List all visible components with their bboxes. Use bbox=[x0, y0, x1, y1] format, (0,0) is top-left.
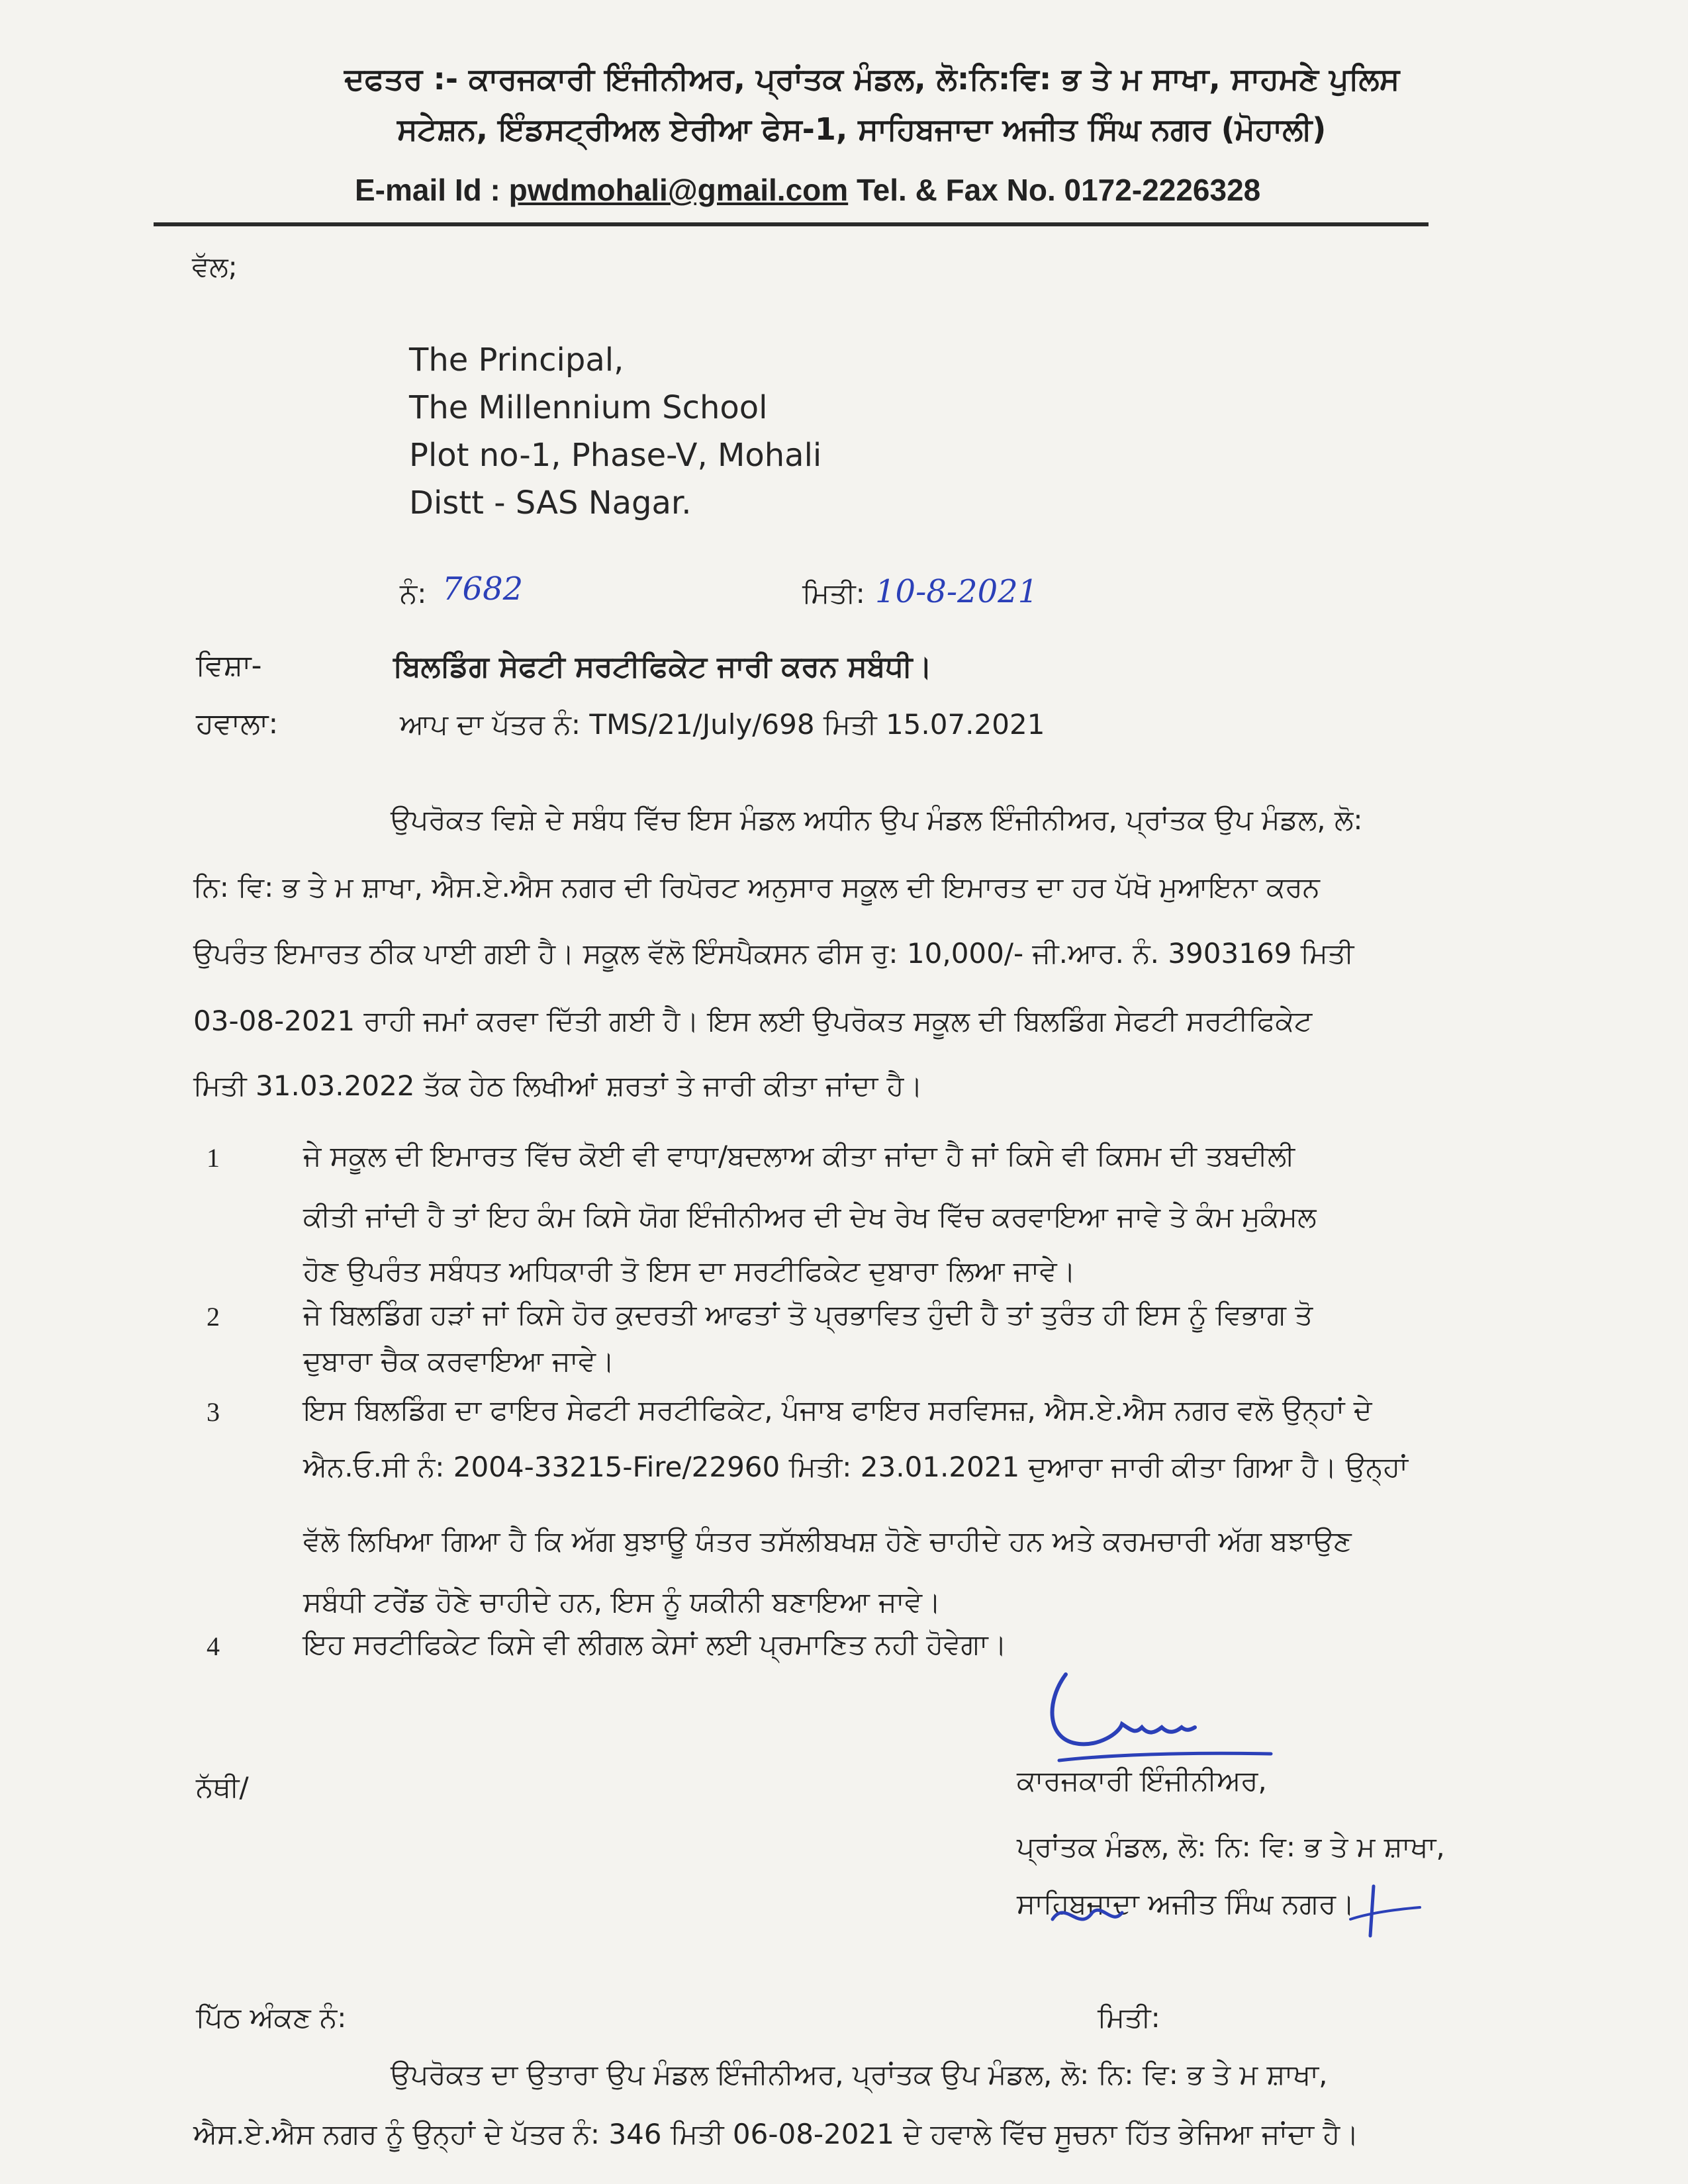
condition-number: 2 bbox=[207, 1302, 220, 1332]
condition-number: 4 bbox=[207, 1631, 220, 1661]
header-divider bbox=[154, 222, 1429, 226]
condition-number: 3 bbox=[207, 1397, 220, 1427]
letterhead-line-2: ਸਟੇਸ਼ਨ, ਇੰਡਸਟ੍ਰੀਅਲ ਏਰੀਆ ਫੇਸ-1, ਸਾਹਿਬਜਾਦਾ ਅਜੀਤ ਸਿੰਘ ਨਗਰ (ਮੋਹਾਲੀ) bbox=[397, 111, 1327, 147]
endorsement-line-1: ਉਪਰੋਕਤ ਦਾ ਉਤਾਰਾ ਉਪ ਮੰਡਲ ਇੰਜੀਨੀਅਰ, ਪ੍ਰਾਂਤਕ ਉਪ ਮੰਡਲ, ਲੋ: ਨਿ: ਵਿ: ਭ ਤੇ ਮ ਸ਼ਾਖਾ, bbox=[391, 2058, 1328, 2091]
endorsement-date-label: ਮਿਤੀ: bbox=[1098, 2001, 1160, 2034]
condition-number: 1 bbox=[207, 1143, 220, 1173]
body-line-4: 03-08-2021 ਰਾਹੀ ਜਮਾਂ ਕਰਵਾ ਦਿੱਤੀ ਗਈ ਹੈ। ਇਸ ਲਈ ਉਪਰੋਕਤ ਸਕੂਲ ਦੀ ਬਿਲਡਿੰਗ ਸੇਫਟੀ ਸਰਟੀਫਿਕੇਟ bbox=[193, 1005, 1313, 1037]
endorsement-no-label: ਪਿੱਠ ਅੰਕਣ ਨੰ: bbox=[196, 2001, 347, 2034]
letterhead-contact bbox=[355, 172, 1260, 208]
ref-date-label: ਮਿਤੀ: bbox=[802, 577, 865, 610]
address-line-2: The Millennium School bbox=[409, 389, 768, 426]
email-label: E-mail Id : bbox=[355, 173, 500, 207]
phone-fax: Tel. & Fax No. 0172-2226328 bbox=[856, 173, 1261, 207]
signatory-location: ਸਾਹਿਬਜਾਦਾ ਅਜੀਤ ਸਿੰਘ ਨਗਰ। bbox=[1017, 1888, 1355, 1920]
body-line-1: ਉਪਰੋਕਤ ਵਿਸ਼ੇ ਦੇ ਸਬੰਧ ਵਿੱਚ ਇਸ ਮੰਡਲ ਅਧੀਨ ਉਪ ਮੰਡਲ ਇੰਜੀਨੀਅਰ, ਪ੍ਰਾਂਤਕ ਉਪ ਮੰਡਲ, ਲੋ: bbox=[391, 803, 1363, 836]
ref-no-value: 7682 bbox=[442, 570, 524, 608]
reference-text: ਆਪ ਦਾ ਪੱਤਰ ਨੰ: TMS/21/July/698 ਮਿਤੀ 15.07.2021 bbox=[400, 708, 1045, 741]
condition-3-line-1: ਇਸ ਬਿਲਡਿੰਗ ਦਾ ਫਾਇਰ ਸੇਫਟੀ ਸਰਟੀਫਿਕੇਟ, ਪੰਜਾਬ ਫਾਇਰ ਸਰਵਿਸਜ਼, ਐਸ.ਏ.ਐਸ ਨਗਰ ਵਲੋ ਉਨ੍ਹਾਂ ਦੇ bbox=[303, 1394, 1372, 1426]
condition-4-line-1: ਇਹ ਸਰਟੀਫਿਕੇਟ ਕਿਸੇ ਵੀ ਲੀਗਲ ਕੇਸਾਂ ਲਈ ਪ੍ਰਮਾਣਿਤ ਨਹੀ ਹੋਵੇਗਾ। bbox=[303, 1628, 1007, 1661]
signature-mark bbox=[1019, 1661, 1297, 1774]
signatory-title: ਕਾਰਜਕਾਰੀ ਇੰਜੀਨੀਅਰ, bbox=[1017, 1764, 1267, 1797]
letterhead-line-1: ਦਫਤਰ :- ਕਾਰਜਕਾਰੀ ਇੰਜੀਨੀਅਰ, ਪ੍ਰਾਂਤਕ ਮੰਡਲ, ਲੋ:ਨਿ:ਵਿ: ਭ ਤੇ ਮ ਸਾਖਾ, ਸਾਹਮਣੇ ਪੁਲਿਸ bbox=[344, 61, 1400, 97]
body-line-2: ਨਿ: ਵਿ: ਭ ਤੇ ਮ ਸ਼ਾਖਾ, ਐਸ.ਏ.ਐਸ ਨਗਰ ਦੀ ਰਿਪੋਰਟ ਅਨੁਸਾਰ ਸਕੂਲ ਦੀ ਇਮਾਰਤ ਦਾ ਹਰ ਪੱਖੋ ਮੁਆਇਨਾ ਕਰਨ bbox=[193, 871, 1320, 903]
address-line-4: Distt - SAS Nagar. bbox=[409, 484, 692, 522]
endorsement-line-2: ਐਸ.ਏ.ਐਸ ਨਗਰ ਨੂੰ ਉਨ੍ਹਾਂ ਦੇ ਪੱਤਰ ਨੰ: 346 ਮਿਤੀ 06-08-2021 ਦੇ ਹਵਾਲੇ ਵਿੱਚ ਸੂਚਨਾ ਹਿੱਤ ਭੇਜਿਆ ਜਾਂਦਾ ਹੈ। bbox=[193, 2118, 1359, 2150]
subject-label: ਵਿਸ਼ਾ- bbox=[196, 649, 262, 682]
body-line-5: ਮਿਤੀ 31.03.2022 ਤੱਕ ਹੇਠ ਲਿਖੀਆਂ ਸ਼ਰਤਾਂ ਤੇ ਜਾਰੀ ਕੀਤਾ ਜਾਂਦਾ ਹੈ। bbox=[193, 1069, 923, 1102]
email-link[interactable]: pwdmohali@gmail.com bbox=[508, 173, 849, 207]
condition-3-line-2: ਐਨ.ਓ.ਸੀ ਨੰ: 2004-33215-Fire/22960 ਮਿਤੀ: 23.01.2021 ਦੁਆਰਾ ਜਾਰੀ ਕੀਤਾ ਗਿਆ ਹੈ। ਉਨ੍ਹਾਂ bbox=[303, 1451, 1409, 1483]
ref-no-label: ਨੰ: bbox=[400, 577, 427, 610]
subject-text: ਬਿਲਡਿੰਗ ਸੇਫਟੀ ਸਰਟੀਫਿਕੇਟ ਜਾਰੀ ਕਰਨ ਸਬੰਧੀ। bbox=[393, 650, 932, 684]
address-line-1: The Principal, bbox=[409, 341, 624, 379]
address-line-3: Plot no-1, Phase-V, Mohali bbox=[409, 437, 822, 474]
condition-2-line-2: ਦੁਬਾਰਾ ਚੈਕ ਕਰਵਾਇਆ ਜਾਵੇ। bbox=[303, 1345, 615, 1377]
condition-3-line-4: ਸਬੰਧੀ ਟਰੇਂਡ ਹੋਣੇ ਚਾਹੀਦੇ ਹਨ, ਇਸ ਨੂੰ ਯਕੀਨੀ ਬਣਾਇਆ ਜਾਵੇ। bbox=[303, 1586, 941, 1618]
condition-1-line-3: ਹੋਣ ਉਪਰੰਤ ਸਬੰਧਤ ਅਧਿਕਾਰੀ ਤੋ ਇਸ ਦਾ ਸਰਟੀਫਿਕੇਟ ਦੁਬਾਰਾ ਲਿਆ ਜਾਵੇ। bbox=[303, 1255, 1076, 1287]
signatory-division: ਪ੍ਰਾਂਤਕ ਮੰਡਲ, ਲੋ: ਨਿ: ਵਿ: ਭ ਤੇ ਮ ਸ਼ਾਖਾ, bbox=[1017, 1831, 1445, 1863]
ref-date-value: 10-8-2021 bbox=[875, 573, 1039, 610]
condition-1-line-2: ਕੀਤੀ ਜਾਂਦੀ ਹੈ ਤਾਂ ਇਹ ਕੰਮ ਕਿਸੇ ਯੋਗ ਇੰਜੀਨੀਅਰ ਦੀ ਦੇਖ ਰੇਖ ਵਿੱਚ ਕਰਵਾਇਆ ਜਾਵੇ ਤੇ ਕੰਮ ਮੁਕੰਮਲ bbox=[303, 1201, 1317, 1233]
condition-2-line-1: ਜੇ ਬਿਲਡਿੰਗ ਹੜਾਂ ਜਾਂ ਕਿਸੇ ਹੋਰ ਕੁਦਰਤੀ ਆਫਤਾਂ ਤੋ ਪ੍ਰਭਾਵਿਤ ਹੁੰਦੀ ਹੈ ਤਾਂ ਤੁਰੰਤ ਹੀ ਇਸ ਨੂੰ ਵਿਭਾਗ ਤੋ bbox=[303, 1298, 1313, 1331]
condition-3-line-3: ਵੱਲੋ ਲਿਖਿਆ ਗਿਆ ਹੈ ਕਿ ਅੱਗ ਬੁਝਾਊ ਯੰਤਰ ਤਸੱਲੀਬਖਸ਼ ਹੋਣੇ ਚਾਹੀਦੇ ਹਨ ਅਤੇ ਕਰਮਚਾਰੀ ਅੱਗ ਬਝਾਉਣ bbox=[303, 1525, 1352, 1557]
condition-1-line-1: ਜੇ ਸਕੂਲ ਦੀ ਇਮਾਰਤ ਵਿੱਚ ਕੋਈ ਵੀ ਵਾਧਾ/ਬਦਲਾਅ ਕੀਤਾ ਜਾਂਦਾ ਹੈ ਜਾਂ ਕਿਸੇ ਵੀ ਕਿਸਮ ਦੀ ਤਬਦੀਲੀ bbox=[303, 1140, 1295, 1172]
to-label: ਵੱਲ; bbox=[192, 250, 238, 283]
enclosure-label: ਨੱਥੀ/ bbox=[196, 1771, 249, 1803]
initials-mark bbox=[1039, 1873, 1436, 1946]
body-line-3: ਉਪਰੰਤ ਇਮਾਰਤ ਠੀਕ ਪਾਈ ਗਈ ਹੈ। ਸਕੂਲ ਵੱਲੋ ਇੰਸਪੈਕਸਨ ਫੀਸ ਰੁ: 10,000/- ਜੀ.ਆਰ. ਨੰ. 3903169 ਮਿਤੀ bbox=[193, 937, 1354, 970]
reference-label: ਹਵਾਲਾ: bbox=[196, 707, 279, 741]
